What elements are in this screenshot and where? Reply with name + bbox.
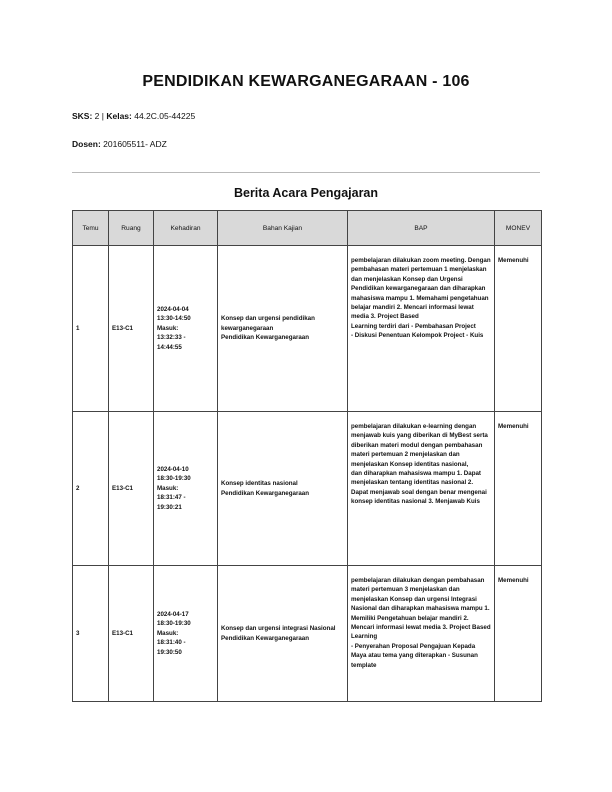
kelas-value: 44.2C.05-44225 xyxy=(131,111,196,121)
header-ruang: Ruang xyxy=(109,211,154,246)
ruang-cell: E13-C1 xyxy=(109,566,154,702)
bap-cell: pembelajaran dilakukan dengan pembahasan materi pertemuan 3 menjelaskan dan menjelaskan Konsep dan urgensi Integrasi Nasional dan diharapkan mahasiswa mampu 1. Memiliki Pengetahuan belajar mandiri 2. Mencari informasi lewat media 3. Project Based Learning - Penyerahan Proposal Pengajuan Kepada Maya atau tema yang diterapkan - Susunan template xyxy=(348,566,495,702)
lecturer-meta xyxy=(72,139,167,149)
ruang-cell: E13-C1 xyxy=(109,412,154,566)
sks-label: SKS: xyxy=(72,111,93,121)
document-title: PENDIDIKAN KEWARGANEGARAAN - 106 xyxy=(142,73,470,90)
kelas-label: Kelas: xyxy=(106,111,132,121)
course-meta xyxy=(72,111,195,121)
header-temu: Temu xyxy=(73,211,109,246)
kehadiran-cell: 2024-04-04 13:30-14:50 Masuk: 13:32:33 - 14:44:55 xyxy=(154,246,218,412)
divider xyxy=(72,172,540,173)
monev-cell: Memenuhi xyxy=(495,246,542,412)
table-row xyxy=(73,412,542,566)
kehadiran-cell: 2024-04-10 18:30-19:30 Masuk: 18:31:47 - 19:30:21 xyxy=(154,412,218,566)
ruang-cell: E13-C1 xyxy=(109,246,154,412)
bap-cell: pembelajaran dilakukan e-learning dengan menjawab kuis yang diberikan di MyBest serta diberikan materi modul dengan pembahasan materi pertemuan 2 menjelaskan dan menjelaskan Konsep identitas nasional, dan diharapkan mahasiswa mampu 1. Dapat menjelaskan tentang identitas nasional 2. Dapat menjawab soal dengan benar mengenai konsep identitas nasional 3. Menjawab Kuis xyxy=(348,412,495,566)
sks-value: 2 | xyxy=(92,111,107,121)
bap-cell: pembelajaran dilakukan zoom meeting. Dengan pembahasan materi pertemuan 1 menjelaskan dan menjelaskan Konsep dan Urgensi Pendidikan kewarganegaraan dan diharapkan mahasiswa mampu 1. Memahami pengetahuan belajar mandiri 2. Mencari informasi lewat media 3. Project Based Learning terdiri dari - Pembahasan Project - Diskusi Penentuan Kelompok Project - Kuis xyxy=(348,246,495,412)
teaching-log-table xyxy=(72,210,542,702)
section-title: Berita Acara Pengajaran xyxy=(233,186,379,200)
table-row xyxy=(73,246,542,412)
header-bap: BAP xyxy=(348,211,495,246)
table-row xyxy=(73,566,542,702)
monev-cell: Memenuhi xyxy=(495,566,542,702)
bahan-kajian-cell: Konsep identitas nasional Pendidikan Kewarganegaraan xyxy=(218,412,348,566)
bahan-kajian-cell: Konsep dan urgensi integrasi Nasional Pendidikan Kewarganegaraan xyxy=(218,566,348,702)
header-bahan-kajian: Bahan Kajian xyxy=(218,211,348,246)
bahan-kajian-cell: Konsep dan urgensi pendidikan kewarganegaraan Pendidikan Kewarganegaraan xyxy=(218,246,348,412)
header-kehadiran: Kehadiran xyxy=(154,211,218,246)
temu-cell: 2 xyxy=(73,412,109,566)
dosen-value: 201605511- ADZ xyxy=(100,139,167,149)
temu-cell: 1 xyxy=(73,246,109,412)
kehadiran-cell: 2024-04-17 18:30-19:30 Masuk: 18:31:40 - 19:30:50 xyxy=(154,566,218,702)
table-header-row xyxy=(73,211,542,246)
header-monev: MONEV xyxy=(495,211,542,246)
monev-cell: Memenuhi xyxy=(495,412,542,566)
temu-cell: 3 xyxy=(73,566,109,702)
dosen-label: Dosen: xyxy=(72,139,101,149)
